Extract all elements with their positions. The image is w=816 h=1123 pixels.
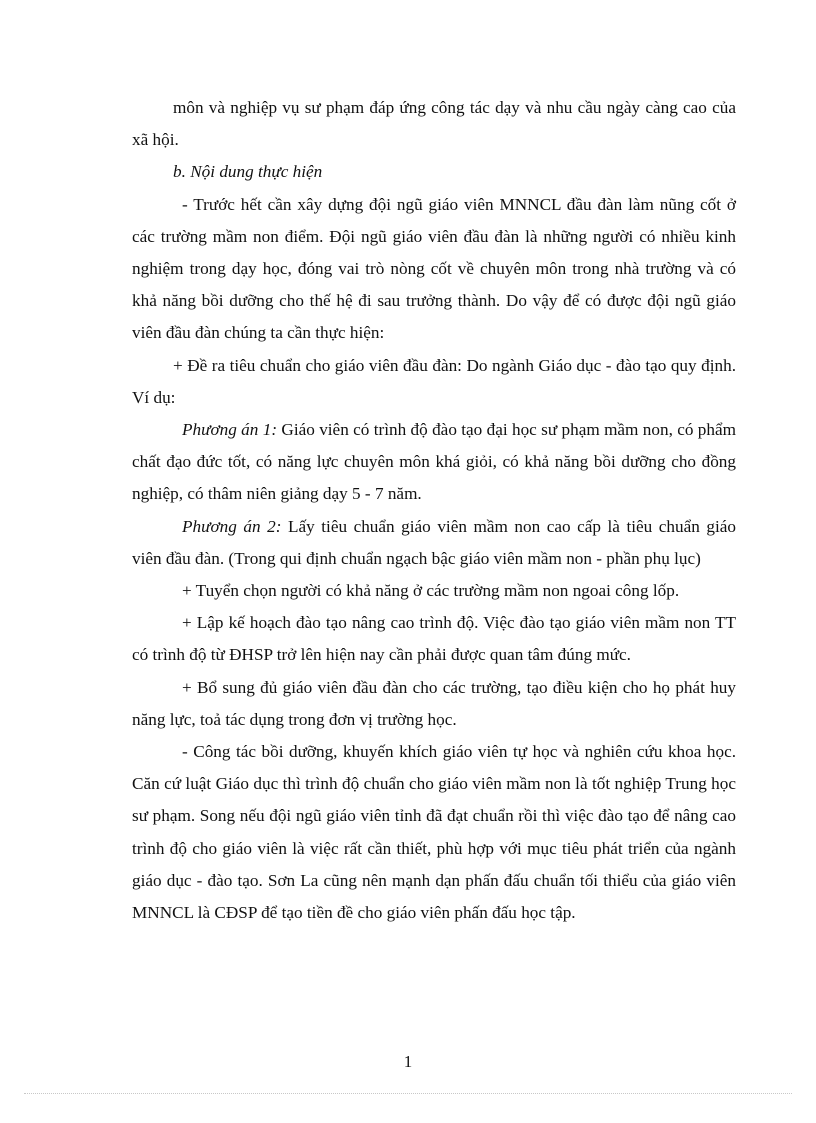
paragraph-training-plan: + Lập kế hoạch đào tạo nâng cao trình độ. Việc đào tạo giáo viên mầm non TT có trình độ từ ĐHSP trở lên hiện nay cần phải được quan tâm đúng mức. [132, 613, 736, 665]
paragraph-supplement: + Bổ sung đủ giáo viên đầu đàn cho các trường, tạo điều kiện cho họ phát huy năng lực, toả tác dụng trong đơn vị trường học. [132, 677, 736, 729]
paragraph-core-teachers: - Trước hết cần xây dựng đội ngũ giáo viên MNNCL đầu đàn làm nũng cốt ở các trường mầm non điểm. Đội ngũ giáo viên đầu đàn là những người có nhiều kinh nghiệm trong dạy học, đóng vai trò nòng cốt về chuyên môn trong nhà trường và có khả năng bồi dưỡng cho thế hệ đi sau trưởng thành. Do vậy để có được đội ngũ giáo viên đầu đàn chúng ta cần thực hiện: [132, 194, 736, 343]
paragraph-professional-development: - Công tác bồi dưỡng, khuyến khích giáo viên tự học và nghiên cứu khoa học. Căn cứ luật Giáo dục thì trình độ chuẩn cho giáo viên mầm non là tốt nghiệp Trung học sư phạm. Song nếu đội ngũ giáo viên tỉnh đã đạt chuẩn rồi thì việc đào tạo để nâng cao trình độ cho giáo viên là việc rất cần thiết, phù hợp với mục tiêu phát triển của ngành giáo dục - đào tạo. Sơn La cũng nên mạnh dạn phấn đấu chuẩn tối thiểu của giáo viên MNNCL là CĐSP để tạo tiền đề cho giáo viên phấn đấu học tập. [132, 742, 736, 923]
paragraph-intro: môn và nghiệp vụ sư phạm đáp ứng công tác dạy và nhu cầu ngày càng cao của xã hội. [132, 98, 736, 150]
page-number: 1 [403, 1052, 413, 1071]
paragraph-option-2 [132, 511, 736, 575]
paragraph-option-1 [132, 414, 736, 511]
option-2-label: Phương án 2: [182, 516, 282, 536]
page-border-divider [24, 1093, 792, 1094]
option-1-label: Phương án 1: [182, 420, 278, 440]
option-2-text: Lấy tiêu chuẩn giáo viên mầm non cao cấp là tiêu chuẩn giáo viên đầu đàn. (Trong qui định chuẩn ngạch bậc giáo viên mầm non - phần phụ lục) [132, 516, 736, 568]
paragraph-criteria: + Đề ra tiêu chuẩn cho giáo viên đầu đàn: Do ngành Giáo dục - đào tạo quy định. Ví dụ: [132, 355, 736, 407]
paragraph-selection: + Tuyển chọn người có khả năng ở các trường mầm non ngoai công lốp. [182, 581, 680, 601]
section-heading-b: b. Nội dung thực hiện [173, 162, 323, 182]
document-body [132, 92, 736, 929]
option-1-text: Giáo viên có trình độ đào tạo đại học sư phạm mầm non, có phẩm chất đạo đức tốt, có năng lực chuyên môn khá giỏi, có khả năng bồi dưỡng cho đồng nghiệp, có thâm niên giảng dạy 5 - 7 năm. [132, 420, 736, 504]
